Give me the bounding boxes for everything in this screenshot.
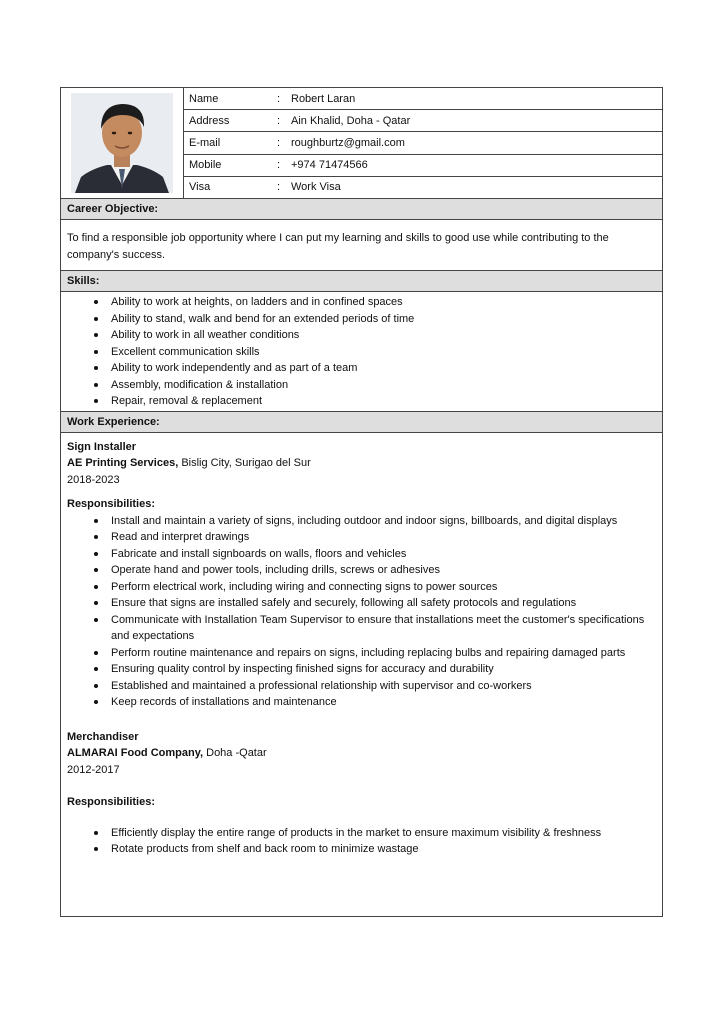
info-separator: :: [277, 181, 281, 194]
skill-item: Ability to work at heights, on ladders and in confined spaces: [111, 294, 656, 311]
info-value-name: Robert Laran: [291, 92, 356, 105]
responsibility-item: Ensuring quality control by inspecting finished signs for accuracy and durability: [111, 661, 656, 678]
skill-item: Assembly, modification & installation: [111, 377, 656, 394]
info-value-mobile: +974 71474566: [291, 159, 368, 172]
info-separator: :: [277, 159, 281, 172]
responsibility-item: Established and maintained a professional relationship with supervisor and co-workers: [111, 678, 656, 695]
job-company: ALMARAI Food Company,: [67, 747, 204, 759]
responsibility-item: Install and maintain a variety of signs, including outdoor and indoor signs, billboards, and digital displays: [111, 513, 656, 530]
skill-item: Ability to work in all weather conditions: [111, 327, 656, 344]
personal-info-table: [184, 88, 662, 198]
responsibility-item: Ensure that signs are installed safely and securely, following all safety protocols and regulations: [111, 595, 656, 612]
skills-heading: Skills:: [61, 270, 662, 292]
responsibility-item: Rotate products from shelf and back room to minimize wastage: [111, 841, 656, 858]
info-row-email: [184, 132, 662, 154]
responsibility-item: Communicate with Installation Team Supervisor to ensure that installations meet the customer's specifications and expectations: [111, 612, 656, 645]
info-row-visa: [184, 177, 662, 198]
person-icon: [71, 93, 173, 193]
responsibility-item: Fabricate and install signboards on walls, floors and vehicles: [111, 546, 656, 563]
info-separator: :: [277, 92, 281, 105]
job-entry: [61, 433, 662, 489]
resume-document: [60, 87, 663, 917]
responsibility-item: Perform routine maintenance and repairs on signs, including replacing bulbs and repairing damaged parts: [111, 645, 656, 662]
info-row-mobile: [184, 155, 662, 177]
skill-item: Ability to work independently and as part of a team: [111, 360, 656, 377]
responsibility-item: Efficiently display the entire range of products in the market to ensure maximum visibility & freshness: [111, 825, 656, 842]
job-location: Doha -Qatar: [203, 747, 267, 759]
job-company: AE Printing Services,: [67, 457, 179, 469]
responsibilities-list: [61, 825, 656, 858]
job-years: 2012-2017: [67, 763, 120, 776]
work-experience-heading: Work Experience:: [61, 411, 662, 433]
career-objective-text: To find a responsible job opportunity where I can put my learning and skills to good use while contributing to the company's success.: [67, 232, 609, 261]
info-label: Name: [189, 92, 219, 105]
career-objective-heading: Career Objective:: [61, 199, 662, 220]
info-label: Mobile: [189, 159, 222, 172]
info-value-visa: Work Visa: [291, 181, 341, 194]
skills-list: [61, 294, 656, 410]
responsibility-item: Perform electrical work, including wiring and connecting signs to power sources: [111, 579, 656, 596]
responsibilities-section: [61, 825, 662, 858]
skill-item: Ability to stand, walk and bend for an extended periods of time: [111, 311, 656, 328]
info-label: Visa: [189, 181, 211, 194]
info-row-name: [184, 88, 662, 110]
responsibility-item: Operate hand and power tools, including drills, screws or adhesives: [111, 562, 656, 579]
info-separator: :: [277, 137, 281, 149]
job-years: 2018-2023: [67, 473, 120, 486]
skills-section: [61, 292, 662, 411]
photo-cell: [61, 88, 184, 198]
job-title: Sign Installer: [67, 440, 137, 453]
responsibilities-list: [61, 513, 656, 711]
info-label: Address: [189, 114, 230, 127]
job-location: Bislig City, Surigao del Sur: [178, 457, 311, 469]
job-entry: [61, 723, 662, 779]
info-separator: :: [277, 114, 281, 127]
skill-item: Repair, removal & replacement: [111, 393, 656, 410]
info-value-email: roughburtz@gmail.com: [291, 137, 405, 149]
responsibilities-heading: Responsibilities:: [67, 796, 156, 808]
responsibilities-section: [61, 513, 662, 711]
responsibility-item: Keep records of installations and maintenance: [111, 694, 656, 711]
skill-item: Excellent communication skills: [111, 344, 656, 361]
info-value-address: Ain Khalid, Doha - Qatar: [291, 114, 411, 127]
info-label: E-mail: [189, 137, 221, 149]
job-title: Merchandiser: [67, 730, 139, 743]
job-company-line: [67, 745, 656, 762]
profile-photo: [71, 93, 173, 193]
job-company-line: [67, 455, 656, 472]
personal-info-header: [61, 88, 662, 199]
responsibility-item: Read and interpret drawings: [111, 529, 656, 546]
responsibilities-heading: Responsibilities:: [67, 498, 156, 510]
info-row-address: [184, 110, 662, 132]
